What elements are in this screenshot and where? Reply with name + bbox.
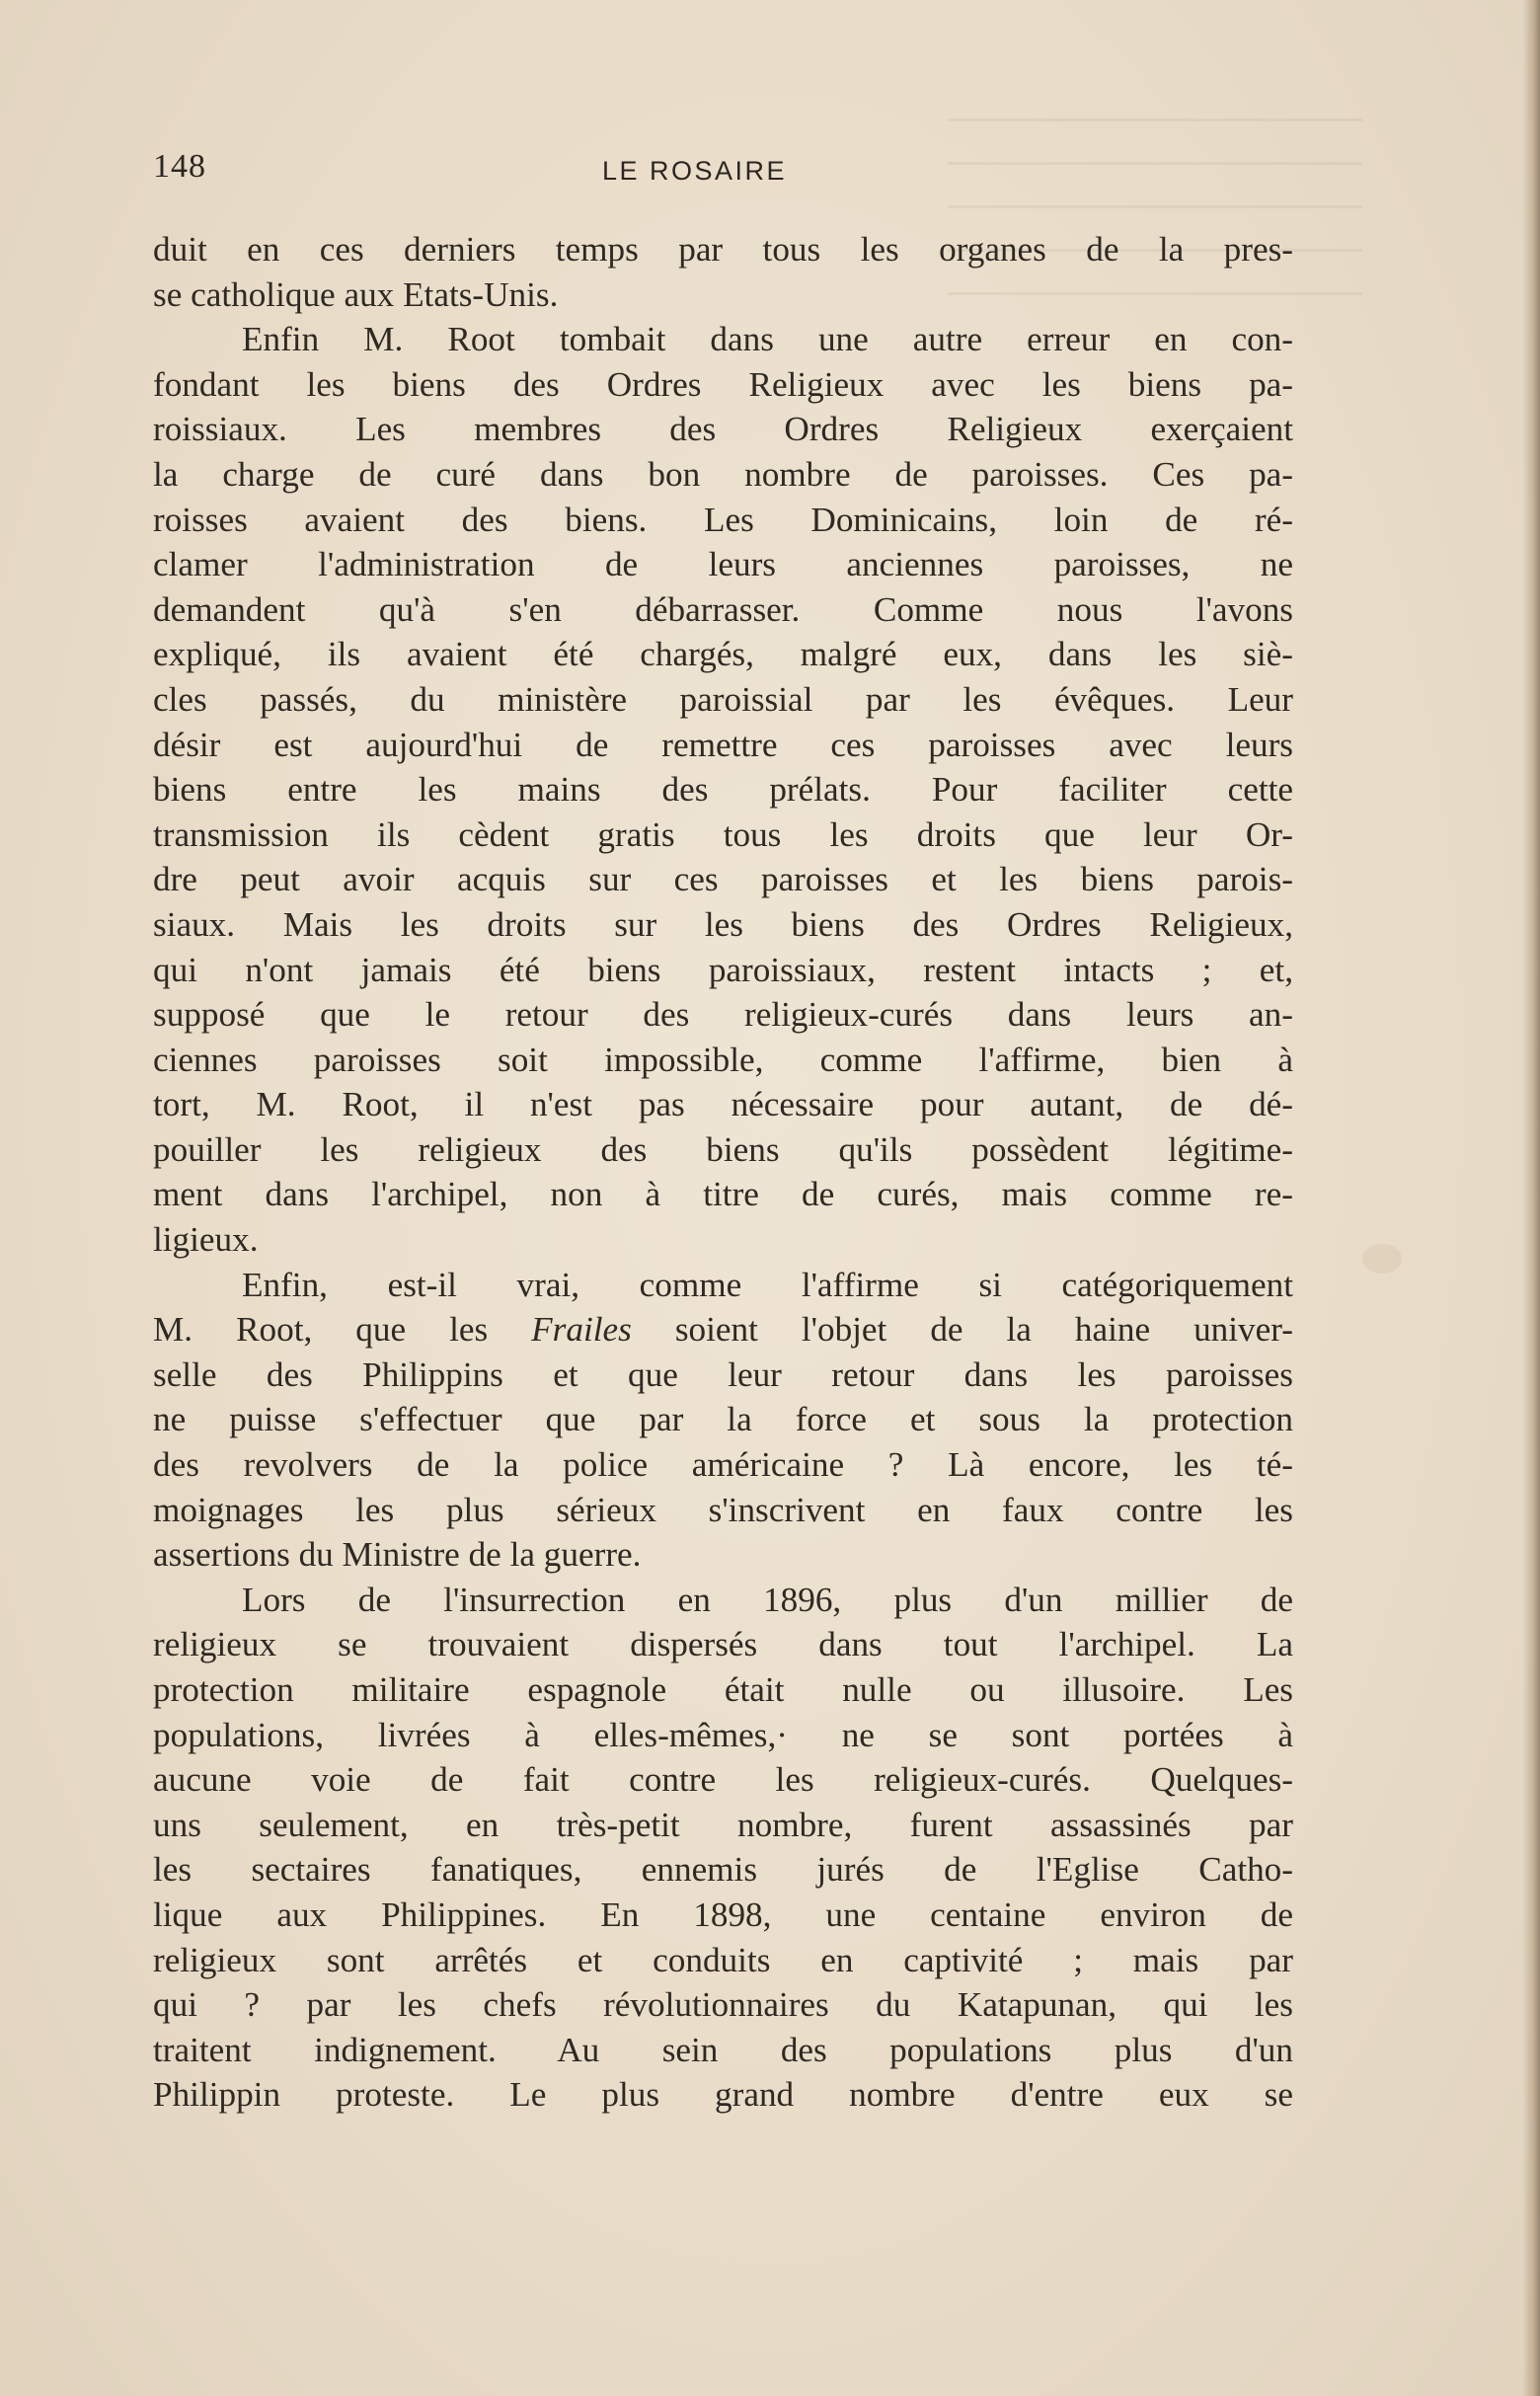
text-line: se catholique aux Etats-Unis. [153, 274, 559, 314]
text-line: supposé que le retour des religieux-curés dans leurs an- [153, 995, 1293, 1035]
text-line: assertions du Ministre de la guerre. [153, 1535, 642, 1575]
text-line: selle des Philippins et que leur retour dans les paroisses [153, 1354, 1293, 1394]
body-text [153, 227, 1293, 2118]
text-line: dre peut avoir acquis sur ces paroisses et les biens parois- [153, 860, 1293, 899]
text-line: cles passés, du ministère paroissial par les évêques. Leur [153, 679, 1293, 719]
text-line: populations, livrées à elles-mêmes,· ne se sont portées à [153, 1715, 1293, 1754]
text-line: roissiaux. Les membres des Ordres Religieux exerçaient [153, 410, 1293, 449]
text-line: désir est aujourd'hui de remettre ces paroisses avec leurs [153, 725, 1293, 764]
text-line: clamer l'administration de leurs anciennes paroisses, ne [153, 545, 1293, 584]
page-edge-shadow [1522, 0, 1540, 2396]
text-line: qui n'ont jamais été biens paroissiaux, restent intacts ; et, [153, 950, 1293, 989]
text-line: roisses avaient des biens. Les Dominicains, loin de ré- [153, 500, 1293, 539]
text-line: les sectaires fanatiques, ennemis jurés de l'Eglise Catho- [153, 1850, 1293, 1890]
text-line: religieux sont arrêtés et conduits en captivité ; mais par [153, 1940, 1293, 1979]
text-line: pouiller les religieux des biens qu'ils possèdent légitime- [153, 1129, 1293, 1169]
text-line: protection militaire espagnole était nulle ou illusoire. Les [153, 1670, 1293, 1709]
text-line: Enfin, est-il vrai, comme l'affirme si catégoriquement [242, 1265, 1293, 1304]
text-line: moignages les plus sérieux s'inscrivent en faux contre les [153, 1490, 1293, 1529]
text-line: des revolvers de la police américaine ? Là encore, les té- [153, 1445, 1293, 1485]
text-line: tort, M. Root, il n'est pas nécessaire pour autant, de dé- [153, 1085, 1293, 1124]
text-line: aucune voie de fait contre les religieux-curés. Quelques- [153, 1760, 1293, 1800]
text-line: ciennes paroisses soit impossible, comme l'affirme, bien à [153, 1040, 1293, 1079]
text-line: Philippin proteste. Le plus grand nombre d'entre eux se [153, 2075, 1293, 2115]
text-line: qui ? par les chefs révolutionnaires du Katapunan, qui les [153, 1985, 1293, 2025]
text-line: uns seulement, en très-petit nombre, furent assassinés par [153, 1805, 1293, 1844]
text-line: lique aux Philippines. En 1898, une centaine environ de [153, 1894, 1293, 1934]
text-line: ne puisse s'effectuer que par la force et sous la protection [153, 1400, 1293, 1439]
paper-stain [1362, 1244, 1402, 1274]
text-line: biens entre les mains des prélats. Pour faciliter cette [153, 770, 1293, 810]
text-line: ment dans l'archipel, non à titre de curés, mais comme re- [153, 1175, 1293, 1214]
text-line: la charge de curé dans bon nombre de paroisses. Ces pa- [153, 454, 1293, 494]
text-segment: M. Root, que les [153, 1310, 532, 1350]
text-line: transmission ils cèdent gratis tous les droits que leur Or- [153, 814, 1293, 854]
text-line: fondant les biens des Ordres Religieux avec les biens pa- [153, 364, 1293, 404]
text-line: Lors de l'insurrection en 1896, plus d'un millier de [242, 1580, 1293, 1619]
text-line: ligieux. [153, 1220, 259, 1260]
page-number: 148 [153, 148, 206, 185]
text-line-with-italic [153, 1307, 1293, 1353]
text-line: traitent indignement. Au sein des populations plus d'un [153, 2030, 1293, 2069]
text-line: demandent qu'à s'en débarrasser. Comme nous l'avons [153, 589, 1293, 629]
text-line: siaux. Mais les droits sur les biens des Ordres Religieux, [153, 904, 1293, 944]
text-line: religieux se trouvaient dispersés dans tout l'archipel. La [153, 1625, 1293, 1664]
text-line: Enfin M. Root tombait dans une autre erreur en con- [242, 320, 1293, 359]
running-title: LE ROSAIRE [602, 156, 788, 186]
text-line: duit en ces derniers temps par tous les organes de la pres- [153, 230, 1293, 269]
text-segment: soient l'objet de la haine univer- [631, 1310, 1293, 1350]
text-line: expliqué, ils avaient été chargés, malgré eux, dans les siè- [153, 635, 1293, 674]
page-header [153, 148, 1293, 207]
italic-word-frailes: Frailes [531, 1310, 632, 1350]
